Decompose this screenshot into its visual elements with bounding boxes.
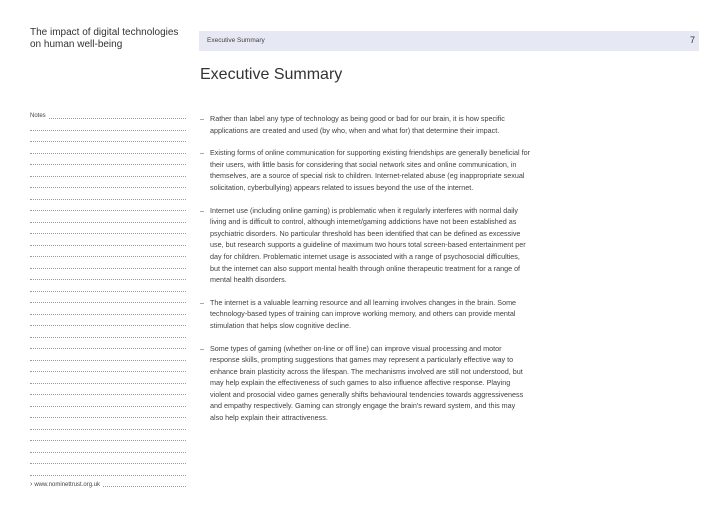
- note-line: [30, 164, 186, 165]
- bullet-dash: –: [200, 343, 204, 353]
- note-line: [30, 222, 186, 223]
- summary-bullet: [200, 113, 530, 136]
- note-line: [30, 360, 186, 361]
- note-line: [30, 245, 186, 246]
- note-line: [30, 463, 186, 464]
- bullet-dash: –: [200, 297, 204, 307]
- note-line: [30, 429, 186, 430]
- bullet-text: The internet is a valuable learning resource and all learning involves changes in the brain. Some technology-based types of training can improve working memory, and others can provide mental stimulation that helps slow cognitive decline.: [210, 297, 517, 330]
- summary-bullet: [200, 343, 530, 424]
- summary-bullet: [200, 297, 530, 332]
- note-line: [30, 256, 186, 257]
- note-line: [30, 130, 186, 131]
- note-line: [30, 440, 186, 441]
- bullet-dash: –: [200, 205, 204, 215]
- note-line: [30, 268, 186, 269]
- footer-website-link[interactable]: [30, 481, 102, 488]
- bullet-text: Rather than label any type of technology as being good or bad for our brain, it is how specific applications are created and used (by who, when and what for) that determine their impact.: [210, 114, 505, 135]
- note-line: [30, 314, 186, 315]
- note-line: [30, 233, 186, 234]
- section-tab: Executive Summary: [207, 37, 265, 44]
- chevron-right-icon: ›: [30, 481, 33, 488]
- bullet-text: Some types of gaming (whether on-line or off line) can improve visual processing and motor response skills, prompting suggestions that games may represent a particularly effective way to enhance brain plasticity across the lifespan. The mechanisms involved are still not understood, but may help explain the effectiveness of such games to also influence affective response. Playing violent and prosocial video games generally shifts behavioural tendencies towards aggressiveness and empathy respectively. Gaming can strongly engage the brain's reward system, and this may also help explain their attractiveness.: [210, 343, 524, 423]
- note-line: [30, 302, 186, 303]
- note-line: [30, 417, 186, 418]
- note-line: [30, 210, 186, 211]
- note-line: [30, 291, 186, 292]
- note-line: [30, 141, 186, 142]
- note-line: [30, 337, 186, 338]
- bullet-dash: –: [200, 148, 204, 158]
- note-line: [30, 383, 186, 384]
- summary-bullet: [200, 147, 530, 193]
- footer-website-url: www.nominettrust.org.uk: [34, 482, 101, 488]
- bullet-text: Existing forms of online communication for supporting existing friendships are generally beneficial for their users, with little basis for considering that social network sites and online communication, in themselves, are a source of special risk to children. Internet-related abuse (eg inappropriate sexual solicitation, cyberbullying) appears related to issues beyond the use of the internet.: [210, 148, 531, 192]
- note-line: [30, 187, 186, 188]
- note-line: [30, 452, 186, 453]
- summary-bullets: [200, 113, 530, 435]
- note-line: [30, 153, 186, 154]
- note-line: [30, 176, 186, 177]
- notes-label: Notes: [30, 113, 46, 119]
- note-line: [30, 371, 186, 372]
- header-band: [199, 31, 699, 51]
- summary-bullet: [200, 205, 530, 286]
- note-line: [30, 475, 186, 476]
- note-line: [30, 199, 186, 200]
- note-line: [30, 348, 186, 349]
- note-line: [30, 118, 186, 119]
- page-number: 7: [689, 35, 695, 45]
- note-line: [30, 325, 186, 326]
- note-line: [30, 406, 186, 407]
- document-title: [30, 27, 190, 51]
- bullet-dash: –: [200, 114, 204, 123]
- page-heading: Executive Summary: [200, 66, 343, 83]
- document-title-line-1: The impact of digital technologies: [30, 27, 179, 38]
- note-line: [30, 279, 186, 280]
- document-title-line-2: on human well-being: [30, 39, 123, 50]
- bullet-text: Internet use (including online gaming) is problematic when it regularly interferes with normal daily living and is difficult to control, although internet/gaming addictions have not been established as psychiatric disorders. No particular threshold has been identified that can be defined as excessive use, but research supports a guideline of maximum two hours total screen-based entertainment per day for children. Problematic internet usage is associated with a range of psychosocial difficulties, but the internet can also support mental health through online therapeutic treatment for a range of mental health disorders.: [210, 205, 526, 285]
- note-line: [30, 394, 186, 395]
